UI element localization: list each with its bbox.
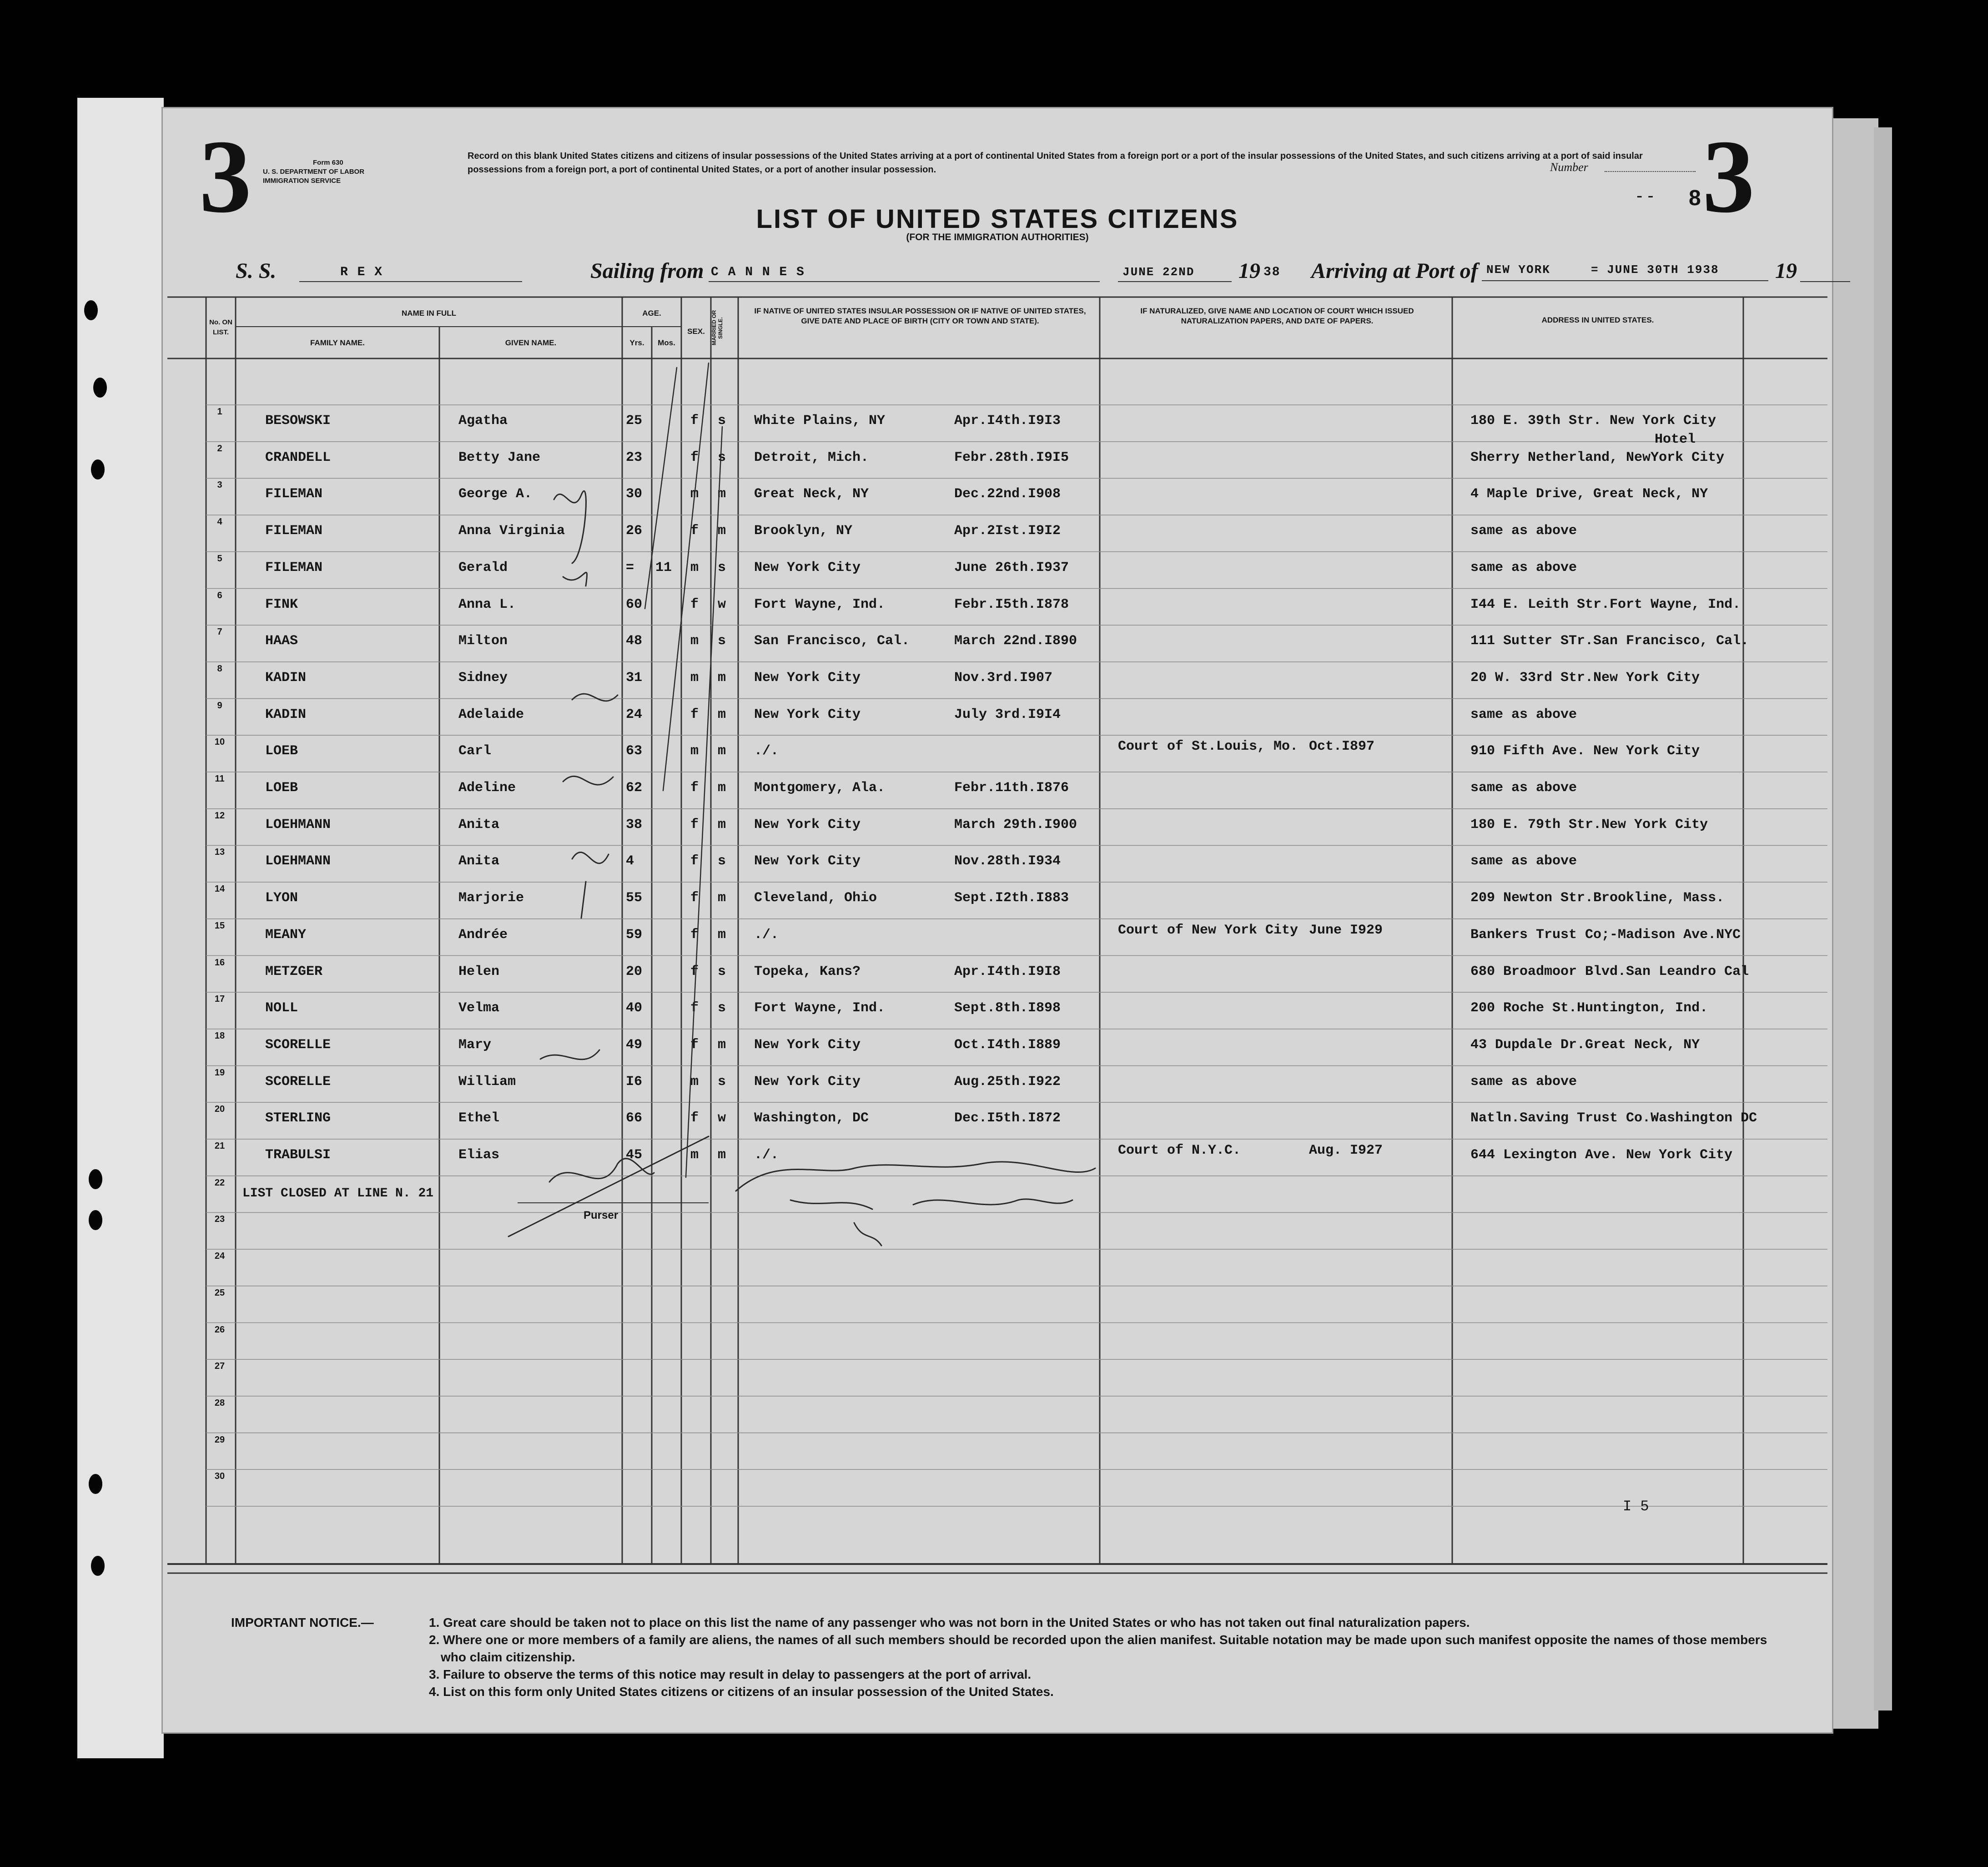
- line-number: 24: [214, 1251, 225, 1261]
- page-title: LIST OF UNITED STATES CITIZENS: [756, 204, 1239, 234]
- cell-family: SCORELLE: [265, 1074, 331, 1090]
- cell-family: LOEHMANN: [265, 853, 331, 869]
- line-number: 14: [214, 884, 225, 894]
- cell-place: New York City: [754, 1074, 861, 1090]
- cell-family: STERLING: [265, 1110, 331, 1126]
- binder-hole: [84, 300, 98, 320]
- cell-sex: f: [690, 964, 699, 979]
- cell-family: CRANDELL: [265, 449, 331, 465]
- page-number-right: 3: [1702, 118, 1755, 234]
- purser-label: Purser: [584, 1209, 619, 1221]
- line-number: 4: [217, 517, 222, 527]
- cell-ms: s: [718, 1000, 726, 1016]
- cell-given: Anita: [458, 853, 500, 869]
- cell-address: I44 E. Leith Str.Fort Wayne, Ind.: [1470, 596, 1741, 612]
- cell-sex: m: [690, 670, 699, 686]
- ship-underline: [299, 281, 522, 282]
- cell-family: KADIN: [265, 706, 307, 722]
- cell-given: Milton: [458, 633, 508, 649]
- cell-given: Marjorie: [458, 890, 524, 906]
- cell-family: LOEHMANN: [265, 817, 331, 833]
- purser-line: [518, 1202, 709, 1203]
- form-tag: [263, 158, 364, 186]
- cell-sex: f: [690, 1110, 699, 1126]
- list-closed-text: LIST CLOSED AT LINE N. 21: [242, 1186, 434, 1201]
- year-suffix: 38: [1263, 265, 1281, 279]
- cell-date: Dec.22nd.I908: [954, 486, 1061, 502]
- cell-ms: m: [718, 486, 726, 502]
- cell-ms: s: [718, 964, 726, 979]
- cell-address: 43 Dupdale Dr.Great Neck, NY: [1470, 1037, 1700, 1053]
- form-department: U. S. DEPARTMENT OF LABOR: [263, 168, 365, 176]
- cell-family: MEANY: [265, 927, 307, 943]
- cell-address: same as above: [1470, 560, 1577, 575]
- cell-given: Velma: [458, 1000, 500, 1016]
- cell-address: 680 Broadmoor Blvd.San Leandro Cal: [1470, 964, 1749, 979]
- cell-place: Cleveland, Ohio: [754, 890, 877, 906]
- departure-date: JUNE 22ND: [1122, 265, 1195, 279]
- binder-hole: [93, 378, 107, 398]
- cell-family: LOEB: [265, 743, 298, 759]
- notice-item: 4. List on this form only United States citizens or citizens of an insular possession of the United States.: [429, 1685, 1054, 1699]
- list-number: 8: [1689, 186, 1701, 210]
- cell-yrs: 66: [626, 1110, 643, 1126]
- cell-date: Dec.I5th.I872: [954, 1110, 1061, 1126]
- cell-family: LYON: [265, 890, 298, 906]
- cell-date: Apr.I4th.I9I8: [954, 964, 1061, 979]
- cell-date: Nov.28th.I934: [954, 853, 1061, 869]
- cell-given: Elias: [458, 1147, 500, 1163]
- form-number: Form 630: [313, 159, 343, 167]
- cell-nat-date: Oct.I897: [1309, 739, 1375, 755]
- cell-address: 180 E. 39th Str. New York City: [1470, 413, 1716, 429]
- header-married: MARRIED OR SINGLE.: [711, 310, 724, 346]
- cell-place: Detroit, Mich.: [754, 449, 869, 465]
- date-underline: [1118, 281, 1232, 282]
- cell-date: Sept.I2th.I883: [954, 890, 1069, 906]
- cell-date: June 26th.I937: [954, 560, 1069, 575]
- line-number: 22: [214, 1177, 225, 1188]
- cell-yrs: 49: [626, 1037, 643, 1053]
- cell-sex: m: [690, 1074, 699, 1090]
- cell-place: Topeka, Kans?: [754, 964, 861, 979]
- cell-ms: s: [718, 1074, 726, 1090]
- cell-ms: m: [718, 890, 726, 906]
- cell-date: Nov.3rd.I907: [954, 670, 1053, 686]
- cell-yrs: 4: [626, 853, 634, 869]
- cell-family: FINK: [265, 596, 298, 612]
- line-number: 16: [214, 957, 225, 968]
- cell-date: Apr.I4th.I9I3: [954, 413, 1061, 429]
- line-number: 28: [214, 1398, 225, 1408]
- line-number: 27: [214, 1361, 225, 1372]
- departure-port: C A N N E S: [711, 265, 805, 279]
- cell-ms: m: [718, 523, 726, 539]
- line-number: 2: [217, 443, 222, 454]
- page-subtitle: (FOR THE IMMIGRATION AUTHORITIES): [906, 232, 1089, 242]
- cell-ms: s: [718, 449, 726, 465]
- cell-sex: f: [690, 449, 699, 465]
- cell-ms: s: [718, 560, 726, 575]
- number-dashes: - -: [1636, 186, 1654, 206]
- cell-sex: f: [690, 817, 699, 833]
- cell-given: Anna L.: [458, 596, 516, 612]
- ship-name: R E X: [340, 265, 383, 279]
- cell-place: ./.: [754, 927, 779, 943]
- cell-date: July 3rd.I9I4: [954, 706, 1061, 722]
- cell-family: METZGER: [265, 964, 323, 979]
- cell-sex: f: [690, 1000, 699, 1016]
- cell-sex: f: [690, 413, 699, 429]
- cell-date: Oct.I4th.I889: [954, 1037, 1061, 1053]
- cell-place: Brooklyn, NY: [754, 523, 853, 539]
- notice-item: 2. Where one or more members of a family are aliens, the names of all such members should be recorded upon the alien manifest. Suitable notation may be made upon such manifest opposite the names of those members who claim citizenship.: [429, 1633, 1767, 1664]
- cell-ms: s: [718, 633, 726, 649]
- cell-ms: w: [718, 596, 726, 612]
- cell-address-note: Hotel: [1655, 431, 1696, 447]
- cell-given: George A.: [458, 486, 533, 502]
- header-family-name: FAMILY NAME.: [310, 338, 365, 347]
- header-mos: Mos.: [658, 338, 675, 347]
- cell-ms: m: [718, 743, 726, 759]
- cell-yrs: 60: [626, 596, 643, 612]
- cell-date: Febr.28th.I9I5: [954, 449, 1069, 465]
- cell-sex: f: [690, 1037, 699, 1053]
- cell-given: Sidney: [458, 670, 508, 686]
- cell-yrs: =: [626, 560, 634, 575]
- cell-given: William: [458, 1074, 516, 1090]
- cell-yrs: 20: [626, 964, 643, 979]
- table-grid: [163, 108, 1832, 1732]
- cell-address: same as above: [1470, 853, 1577, 869]
- cell-place: New York City: [754, 670, 861, 686]
- cell-place: New York City: [754, 817, 861, 833]
- cell-place: New York City: [754, 853, 861, 869]
- header-address: ADDRESS IN UNITED STATES.: [1541, 316, 1654, 324]
- cell-address: same as above: [1470, 706, 1577, 722]
- cell-ms: s: [718, 413, 726, 429]
- cell-address: 209 Newton Str.Brookline, Mass.: [1470, 890, 1725, 906]
- cell-ms: m: [718, 1037, 726, 1053]
- cell-address: 20 W. 33rd Str.New York City: [1470, 670, 1700, 686]
- arrival-date: = JUNE 30TH 1938: [1591, 263, 1719, 277]
- line-number: 6: [217, 590, 222, 600]
- line-number: 15: [214, 920, 225, 931]
- cell-sex: m: [690, 1147, 699, 1163]
- line-number: 17: [214, 994, 225, 1004]
- cell-sex: f: [690, 890, 699, 906]
- cell-family: SCORELLE: [265, 1037, 331, 1053]
- cell-family: KADIN: [265, 670, 307, 686]
- cell-address: same as above: [1470, 1074, 1577, 1090]
- cell-family: LOEB: [265, 780, 298, 796]
- line-number: 29: [214, 1434, 225, 1445]
- cell-address: Bankers Trust Co;-Madison Ave.NYC: [1470, 927, 1741, 943]
- cell-given: Helen: [458, 964, 500, 979]
- cell-sex: f: [690, 780, 699, 796]
- year-prefix: 19: [1238, 259, 1260, 283]
- notice-item: 1. Great care should be taken not to place on this list the name of any passenger who was not born in the United States or who has not taken out final naturalization papers.: [429, 1615, 1470, 1630]
- binder-hole: [89, 1169, 102, 1189]
- sailing-label: Sailing from: [590, 259, 704, 283]
- cell-given: Agatha: [458, 413, 508, 429]
- cell-date: Aug.25th.I922: [954, 1074, 1061, 1090]
- line-number: 25: [214, 1287, 225, 1298]
- header-yrs: Yrs.: [629, 338, 644, 347]
- cell-date: March 22nd.I890: [954, 633, 1077, 649]
- cell-yrs: 38: [626, 817, 643, 833]
- cell-nat-date: June I929: [1309, 922, 1383, 938]
- cell-address: Sherry Netherland, NewYork City: [1470, 449, 1725, 465]
- cell-place: New York City: [754, 560, 861, 575]
- document-sheet: [161, 107, 1833, 1734]
- cell-sex: f: [690, 596, 699, 612]
- cell-given: Adelaide: [458, 706, 524, 722]
- line-number: 3: [217, 480, 222, 490]
- handwritten-signatures: [163, 108, 1832, 1732]
- cell-address: same as above: [1470, 523, 1577, 539]
- cell-place: New York City: [754, 706, 861, 722]
- cell-nat: Court of New York City: [1118, 922, 1298, 938]
- cell-address: Natln.Saving Trust Co.Washington DC: [1470, 1110, 1757, 1126]
- line-number: 8: [217, 663, 222, 674]
- cell-yrs: 31: [626, 670, 643, 686]
- cell-ms: m: [718, 1147, 726, 1163]
- cell-yrs: 59: [626, 927, 643, 943]
- cell-ms: m: [718, 670, 726, 686]
- cell-yrs: 63: [626, 743, 643, 759]
- cell-ms: s: [718, 853, 726, 869]
- cell-date: Sept.8th.I898: [954, 1000, 1061, 1016]
- line-number: 5: [217, 553, 222, 564]
- cell-date: Febr.11th.I876: [954, 780, 1069, 796]
- cell-address: 111 Sutter STr.San Francisco, Cal.: [1470, 633, 1749, 649]
- cell-given: Betty Jane: [458, 449, 541, 465]
- cell-family: HAAS: [265, 633, 298, 649]
- header-sex: SEX.: [687, 327, 705, 336]
- header-no: No. ON LIST.: [209, 318, 232, 336]
- line-number: 1: [217, 407, 222, 417]
- cell-place: ./.: [754, 1147, 779, 1163]
- cell-given: Ethel: [458, 1110, 500, 1126]
- cell-place: Washington, DC: [754, 1110, 869, 1126]
- cell-family: TRABULSI: [265, 1147, 331, 1163]
- arrival-underline: [1482, 280, 1768, 281]
- cell-family: FILEMAN: [265, 486, 323, 502]
- header-name-in-full: NAME IN FULL: [402, 309, 456, 318]
- binder-hole: [91, 459, 105, 479]
- cell-place: Montgomery, Ala.: [754, 780, 886, 796]
- cell-yrs: 30: [626, 486, 643, 502]
- ss-label: S. S.: [236, 259, 277, 283]
- cell-sex: f: [690, 523, 699, 539]
- line-number: 9: [217, 700, 222, 711]
- form-service: IMMIGRATION SERVICE: [263, 177, 341, 185]
- cell-yrs: 40: [626, 1000, 643, 1016]
- cell-family: FILEMAN: [265, 523, 323, 539]
- cell-yrs: 45: [626, 1147, 643, 1163]
- cell-sex: f: [690, 927, 699, 943]
- cell-ms: m: [718, 927, 726, 943]
- cell-ms: m: [718, 706, 726, 722]
- arriving-label: Arriving at Port of: [1311, 259, 1478, 283]
- line-number: 23: [214, 1214, 225, 1225]
- cell-yrs: 26: [626, 523, 643, 539]
- cell-address: 200 Roche St.Huntington, Ind.: [1470, 1000, 1708, 1016]
- cell-family: FILEMAN: [265, 560, 323, 575]
- cell-place: Great Neck, NY: [754, 486, 869, 502]
- line-number: 13: [214, 847, 225, 858]
- cell-sex: f: [690, 853, 699, 869]
- line-number: 21: [214, 1141, 225, 1151]
- cell-mos: 11: [655, 560, 672, 575]
- cell-given: Adeline: [458, 780, 516, 796]
- cell-given: Gerald: [458, 560, 508, 575]
- cell-sex: m: [690, 743, 699, 759]
- cell-sex: m: [690, 633, 699, 649]
- line-number: 7: [217, 627, 222, 637]
- cell-yrs: 23: [626, 449, 643, 465]
- line-number: 26: [214, 1324, 225, 1335]
- cell-family: NOLL: [265, 1000, 298, 1016]
- cell-yrs: 25: [626, 413, 643, 429]
- cell-address: same as above: [1470, 780, 1577, 796]
- cell-nat: Court of N.Y.C.: [1118, 1143, 1241, 1158]
- header-naturalized: IF NATURALIZED, GIVE NAME AND LOCATION OF COURT WHICH ISSUED NATURALIZATION PAPERS, AND DATE OF PAPERS.: [1140, 307, 1414, 325]
- year-underline: [1800, 281, 1850, 282]
- cell-place: White Plains, NY: [754, 413, 886, 429]
- cell-yrs: 55: [626, 890, 643, 906]
- cell-family: BESOWSKI: [265, 413, 331, 429]
- line-number: 10: [214, 737, 225, 747]
- cell-place: San Francisco, Cal.: [754, 633, 910, 649]
- header-age: AGE.: [642, 309, 661, 318]
- cell-ms: m: [718, 817, 726, 833]
- cell-yrs: 48: [626, 633, 643, 649]
- cell-address: 910 Fifth Ave. New York City: [1470, 743, 1700, 759]
- binder-hole: [89, 1210, 102, 1230]
- cell-place: Fort Wayne, Ind.: [754, 1000, 886, 1016]
- cell-sex: f: [690, 706, 699, 722]
- cell-nat-date: Aug. I927: [1309, 1143, 1383, 1158]
- binder-hole: [89, 1474, 102, 1494]
- line-number: 11: [215, 774, 225, 784]
- cell-ms: m: [718, 780, 726, 796]
- cell-yrs: I6: [626, 1074, 643, 1090]
- line-number: 19: [214, 1067, 225, 1078]
- year-label: 19: [1775, 259, 1797, 283]
- underlying-page-edge: [1874, 127, 1892, 1711]
- cell-place: ./.: [754, 743, 779, 759]
- cell-nat: Court of St.Louis, Mo.: [1118, 739, 1298, 755]
- number-line: [1605, 171, 1696, 172]
- cell-place: Fort Wayne, Ind.: [754, 596, 886, 612]
- cell-address: 4 Maple Drive, Great Neck, NY: [1470, 486, 1708, 502]
- cell-place: New York City: [754, 1037, 861, 1053]
- number-label: Number: [1550, 161, 1588, 174]
- underlying-page-edge: [1828, 118, 1878, 1729]
- cell-sex: m: [690, 560, 699, 575]
- notice-lead: IMPORTANT NOTICE.—: [231, 1615, 374, 1630]
- cell-address: 644 Lexington Ave. New York City: [1470, 1147, 1733, 1163]
- cell-given: Mary: [458, 1037, 492, 1053]
- line-number: 20: [214, 1104, 225, 1115]
- cell-given: Anna Virginia: [458, 523, 565, 539]
- record-instructions: Record on this blank United States citizens and citizens of insular possessions of the United States arriving at a port of continental United States from a foreign port or a port of the insular possessions of the United States, and such citizens arriving at a port of said insular possessions from a foreign port, a port of continental United States, or a port of another insular possession.: [468, 151, 1643, 175]
- header-birth: IF NATIVE OF UNITED STATES INSULAR POSSESSION OR IF NATIVE OF UNITED STATES, GIVE DATE AND PLACE OF BIRTH (CITY OR TOWN AND STATE).: [754, 307, 1086, 325]
- underlying-page-edge: [77, 98, 164, 1758]
- notice-items: [429, 1614, 1775, 1700]
- line-number: 30: [214, 1471, 225, 1482]
- cell-given: Anita: [458, 817, 500, 833]
- cell-ms: w: [718, 1110, 726, 1126]
- cell-date: Apr.2Ist.I9I2: [954, 523, 1061, 539]
- departure-underline: [709, 281, 1100, 282]
- corner-note: I 5: [1623, 1498, 1649, 1515]
- arrival-port: NEW YORK: [1486, 263, 1550, 277]
- cell-address: 180 E. 79th Str.New York City: [1470, 817, 1708, 833]
- cell-given: Carl: [458, 743, 492, 759]
- line-number: 12: [214, 810, 225, 821]
- header-given-name: GIVEN NAME.: [505, 338, 557, 347]
- cell-sex: m: [690, 486, 699, 502]
- notice-item: 3. Failure to observe the terms of this notice may result in delay to passengers at the port of arrival.: [429, 1667, 1032, 1681]
- cell-date: Febr.I5th.I878: [954, 596, 1069, 612]
- page-number-left: 3: [199, 118, 252, 234]
- cell-date: March 29th.I900: [954, 817, 1077, 833]
- line-number: 18: [214, 1030, 225, 1041]
- cell-yrs: 62: [626, 780, 643, 796]
- cell-given: Andrée: [458, 927, 508, 943]
- cell-yrs: 24: [626, 706, 643, 722]
- binder-hole: [91, 1556, 105, 1576]
